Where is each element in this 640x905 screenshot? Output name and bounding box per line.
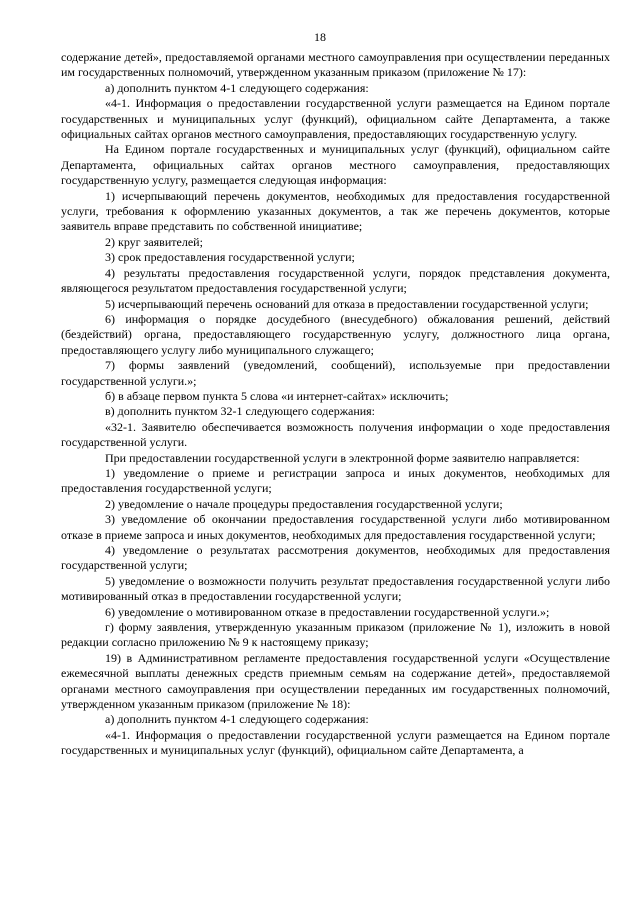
paragraph: 1) исчерпывающий перечень документов, необходимых для предоставления государственной услуги, требования к оформлению указанных документов, а так же перечень документов, которые заявитель вправе представить по собственной инициативе; [61,188,610,234]
paragraph: 5) уведомление о возможности получить результат предоставления государственной услуги либо мотивированный отказ в предоставлении государственной услуги; [61,573,610,604]
paragraph: а) дополнить пунктом 4-1 следующего содержания: [105,712,369,727]
paragraph: 7) формы заявлений (уведомлений, сообщений), используемые при предоставлении государственной услуги.»; [61,358,610,388]
paragraph: в) дополнить пунктом 32-1 следующего содержания: [105,404,376,419]
paragraph: содержание детей», предоставляемой органами местного самоуправления при осуществлении переданных им государственных полномочий, утвержденном указанным приказом (приложение № 17): [61,50,610,80]
document-body [61,50,610,759]
paragraph: г) форму заявления, утвержденную указанным приказом (приложение № 1), изложить в новой редакции согласно приложению № 9 к настоящему приказу; [61,620,610,650]
paragraph: При предоставлении государственной услуги в электронной форме заявителю направляется: [105,450,580,465]
paragraph: 2) круг заявителей; [105,234,203,249]
paragraph: а) дополнить пунктом 4-1 следующего содержания: [105,80,369,95]
paragraph: 6) уведомление о мотивированном отказе в предоставлении государственной услуги.»; [105,604,550,619]
paragraph: 6) информация о порядке досудебного (внесудебного) обжалования решений, действий (бездействий) органа, предоставляющего государственную услугу, должностного лица органа, предоставляющего услугу либо муниципального служащего; [61,311,610,357]
paragraph: На Едином портале государственных и муниципальных услуг (функций), официальном сайте Департамента, официальных сайтах органов местного самоуправления, предоставляющих государственную услугу, размещается следующая информация: [61,142,610,188]
paragraph: 5) исчерпывающий перечень оснований для отказа в предоставлении государственной услуги; [105,296,589,311]
paragraph: 3) срок предоставления государственной услуги; [105,250,355,265]
paragraph: 3) уведомление об окончании предоставления государственной услуги либо мотивированном отказе в приеме запроса и иных документов, необходимых для предоставления государственной услуги; [61,512,610,542]
paragraph: «32-1. Заявителю обеспечивается возможность получения информации о ходе предоставления государственной услуги. [61,419,610,450]
page-number: 18 [314,30,326,44]
paragraph: «4-1. Информация о предоставлении государственной услуги размещается на Едином портале государственных и муниципальных услуг (функций), официальном сайте Департамента, а [61,727,610,758]
paragraph: 4) результаты предоставления государственной услуги, порядок представления документа, являющегося результатом предоставления государственной услуги; [61,265,610,296]
paragraph: б) в абзаце первом пункта 5 слова «и интернет-сайтах» исключить; [105,388,449,403]
paragraph: «4-1. Информация о предоставлении государственной услуги размещается на Едином портале государственных и муниципальных услуг (функций), официальном сайте Департамента, а также официальных сайтах органов местного самоуправления, предоставляющих государственную услугу. [61,96,610,142]
paragraph: 2) уведомление о начале процедуры предоставления государственной услуги; [105,496,503,511]
paragraph: 19) в Административном регламенте предоставления государственной услуги «Осуществление ежемесячной выплаты денежных средств приемным семьям на содержание детей», предоставляемой органами местного самоуправления при осуществлении переданных им государственных полномочий, утвержденном указанным приказом (приложение № 18): [61,650,610,712]
paragraph: 4) уведомление о результатах рассмотрения документов, необходимых для предоставления государственной услуги; [61,543,610,573]
paragraph: 1) уведомление о приеме и регистрации запроса и иных документов, необходимых для предоставления государственной услуги; [61,465,610,496]
